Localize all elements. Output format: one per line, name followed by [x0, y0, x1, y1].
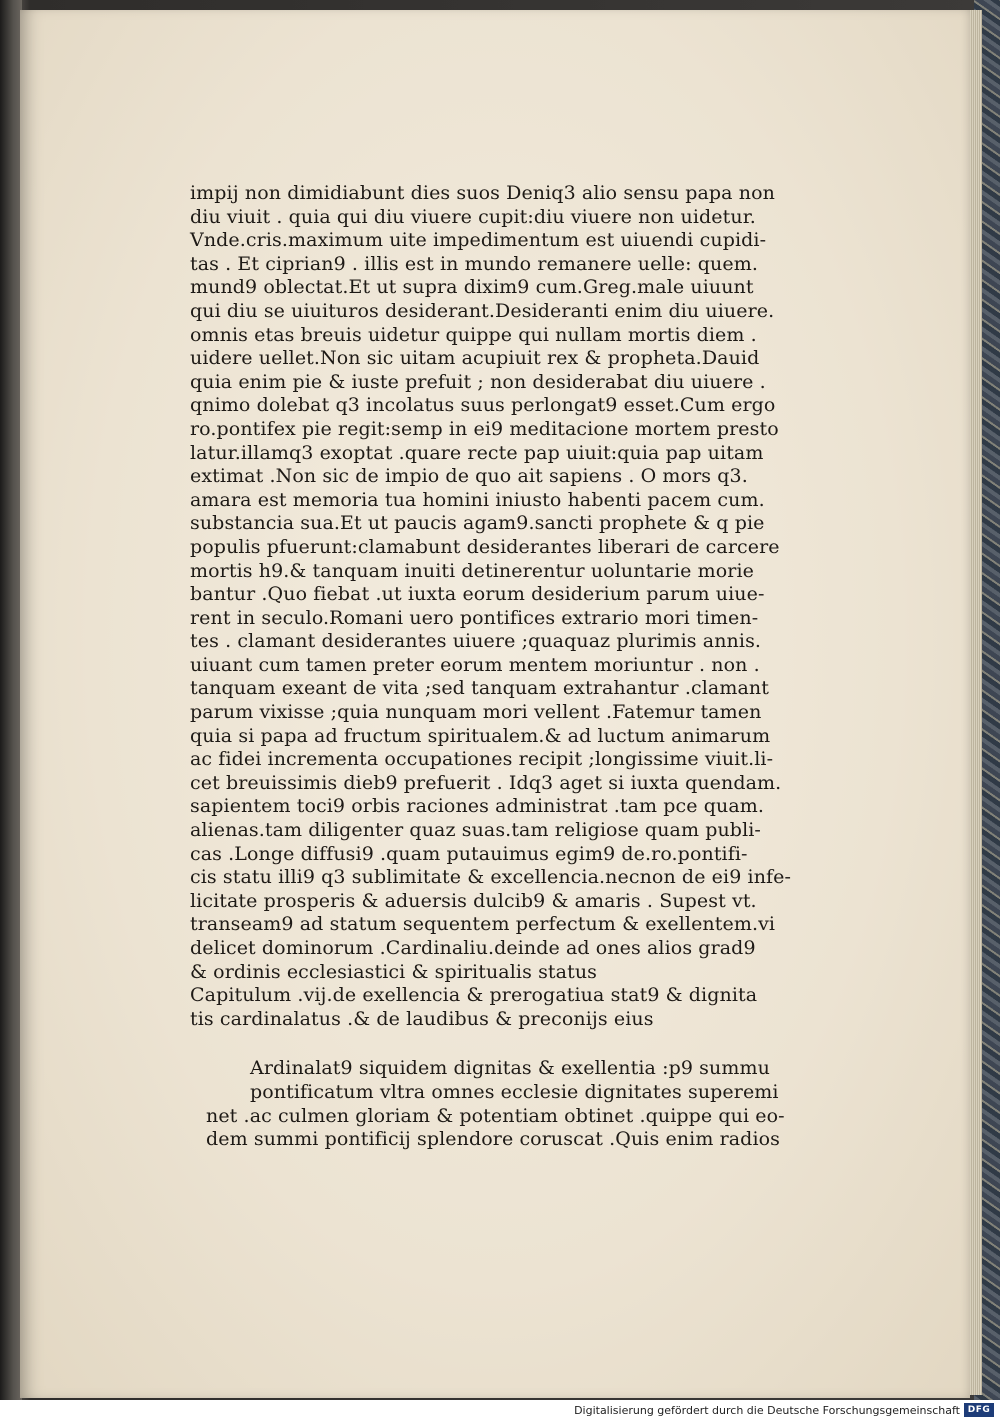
text-line: qui diu se uiuituros desiderant.Desideranti enim diu uiuere. [190, 299, 775, 322]
text-line: qnimo dolebat q3 incolatus suus perlongat9 esset.Cum ergo [190, 394, 776, 417]
text-line: Ardinalat9 siquidem dignitas & exellentia :p9 summu [250, 1057, 770, 1080]
text-line: licitate prosperis & aduersis dulcib9 & amaris . Supest vt. [190, 889, 757, 912]
text-line: quia si papa ad fructum spiritualem.& ad luctum animarum [190, 724, 771, 747]
text-line: populis pfuerunt:clamabunt desiderantes liberari de carcere [190, 535, 780, 558]
text-line: tas . Et ciprian9 . illis est in mundo remanere uelle: quem. [190, 252, 758, 275]
text-line: uiuant cum tamen preter eorum mentem moriuntur . non . [190, 653, 760, 676]
text-line: extimat .Non sic de impio de quo ait sapiens . O mors q3. [190, 465, 748, 488]
text-line: rent in seculo.Romani uero pontifices extrario mori timen- [190, 606, 759, 629]
text-line: cas .Longe diffusi9 .quam putauimus egim9 de.ro.pontifi- [190, 842, 748, 865]
text-line: substancia sua.Et ut paucis agam9.sancti prophete & q pie [190, 512, 765, 535]
chapter-heading-line: Capitulum .vij.de exellencia & prerogatiua stat9 & dignita [190, 984, 758, 1007]
text-line: delicet dominorum .Cardinaliu.deinde ad ones alios grad9 [190, 937, 756, 959]
text-line: quia enim pie & iuste prefuit ; non desiderabat diu uiuere . [190, 370, 766, 393]
text-line: net .ac culmen gloriam & potentiam obtinet .quippe qui eo- [206, 1104, 785, 1127]
text-line: & ordinis ecclesiastici & spiritualis status [190, 960, 598, 983]
text-line: pontificatum vltra omnes ecclesie dignitates superemi [250, 1080, 779, 1103]
text-line: latur.illamq3 exoptat .quare recte pap uiuit:quia pap uitam [190, 441, 764, 464]
text-line: omnis etas breuis uidetur quippe qui nullam mortis diem . [190, 323, 757, 346]
text-line: sapientem toci9 orbis raciones administrat .tam pce quam. [190, 795, 765, 818]
text-line: cet breuissimis dieb9 prefuerit . Idq3 aget si iuxta quendam. [190, 771, 782, 794]
dfg-logo-icon: DFG [964, 1403, 994, 1417]
digitization-footer [0, 1400, 1000, 1421]
text-line: alienas.tam diligenter quaz suas.tam religiose quam publi- [190, 819, 761, 842]
text-line: uidere uellet.Non sic uitam acupiuit rex & propheta.Dauid [190, 347, 760, 370]
text-line: tanquam exeant de vita ;sed tanquam extrahantur .clamant [190, 677, 769, 700]
text-line: impij non dimidiabunt dies suos Deniq3 alio sensu papa non [190, 182, 775, 204]
text-line: tes . clamant desiderantes uiuere ;quaquaz plurimis annis. [190, 630, 762, 653]
text-line: bantur .Quo fiebat .ut iuxta eorum desiderium parum uiue- [190, 583, 765, 606]
text-line: mund9 oblectat.Et ut supra dixim9 cum.Greg.male uiuunt [190, 276, 754, 299]
text-line: transeam9 ad statum sequentem perfectum & exellentem.vi [190, 913, 776, 936]
chapter-heading-line: tis cardinalatus .& de laudibus & preconijs eius [190, 1007, 654, 1030]
text-line: amara est memoria tua homini iniusto habenti pacem cum. [190, 488, 765, 511]
footer-credit: Digitalisierung gefördert durch die Deutsche Forschungsgemeinschaft [574, 1404, 960, 1417]
text-line: dem summi pontificij splendore coruscat .Quis enim radios [206, 1128, 781, 1151]
text-line: ac fidei incrementa occupationes recipit ;longissime viuit.li- [190, 748, 774, 771]
text-line: Vnde.cris.maximum uite impedimentum est uiuendi cupidi- [190, 229, 767, 252]
text-line: cis statu illi9 q3 sublimitate & excellencia.necnon de ei9 infe- [190, 866, 792, 889]
text-line: diu viuit . quia qui diu viuere cupit:diu viuere non uidetur. [190, 205, 756, 228]
page-text [190, 182, 790, 1152]
text-line: mortis h9.& tanquam inuiti detinerentur uoluntarie morie [190, 559, 754, 582]
text-line: parum vixisse ;quia nunquam mori vellent .Fatemur tamen [190, 701, 762, 724]
book-spine-edge [0, 0, 22, 1421]
paragraph-gap [190, 1031, 790, 1057]
page-stack-edge [968, 10, 982, 1395]
text-line: ro.pontifex pie regit:semp in ei9 meditacione mortem presto [190, 417, 779, 440]
